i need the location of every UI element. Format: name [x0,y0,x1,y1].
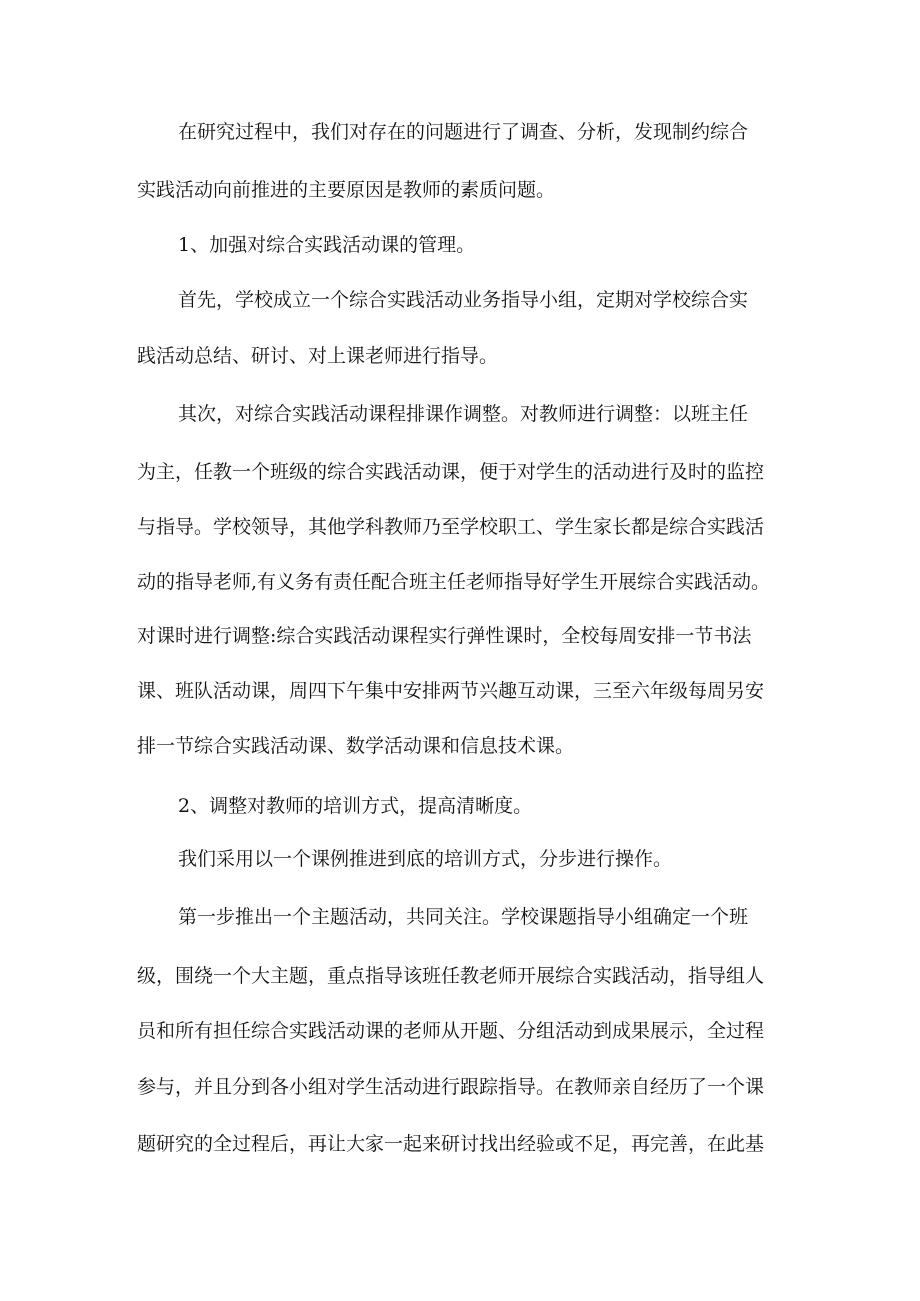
paragraph-3-line-6: 课、班队活动课，周四下午集中安排两节兴趣互动课，三至六年级每周另安 [137,680,765,702]
paragraph-3-line-3: 与指导。学校领导，其他学科教师乃至学校职工、学生家长都是综合实践活 [137,516,765,538]
paragraph-3-line-5: 对课时进行调整:综合实践活动课程实行弹性课时，全校每周安排一节书法 [137,625,752,647]
section-heading-2: 2、调整对教师的培训方式，提高清晰度。 [178,795,533,817]
paragraph-1-line-2: 实践活动向前推进的主要原因是教师的素质问题。 [137,179,556,201]
paragraph-3-line-2: 为主，任教一个班级的综合实践活动课，便于对学生的活动进行及时的监控 [137,461,765,483]
paragraph-3-line-4: 动的指导老师,有义务有责任配合班主任老师指导好学生开展综合实践活动。 [137,571,771,593]
paragraph-3-line-1: 其次，对综合实践活动课程排课作调整。对教师进行调整：以班主任 [178,403,749,425]
paragraph-3-line-7: 排一节综合实践活动课、数学活动课和信息技术课。 [137,735,575,757]
paragraph-5-line-4: 参与，并且分到各小组对学生活动进行跟踪指导。在教师亲自经历了一个课 [137,1076,765,1098]
paragraph-5-line-1: 第一步推出一个主题活动，共同关注。学校课题指导小组确定一个班 [178,906,749,928]
paragraph-2-line-1: 首先，学校成立一个综合实践活动业务指导小组，定期对学校综合实 [178,289,749,311]
section-heading-1: 1、加强对综合实践活动课的管理。 [178,234,476,256]
paragraph-4-line-1: 我们采用以一个课例推进到底的培训方式，分步进行操作。 [178,848,673,870]
paragraph-5-line-3: 员和所有担任综合实践活动课的老师从开题、分组活动到成果展示，全过程 [137,1020,765,1042]
paragraph-2-line-2: 践活动总结、研讨、对上课老师进行指导。 [137,345,499,367]
paragraph-1-line-1: 在研究过程中，我们对存在的问题进行了调查、分析，发现制约综合 [178,121,749,143]
paragraph-5-line-2: 级，围绕一个大主题，重点指导该班任教老师开展综合实践活动，指导组人 [137,965,765,987]
paragraph-5-line-5: 题研究的全过程后，再让大家一起来研讨找出经验或不足，再完善，在此基 [137,1133,765,1155]
